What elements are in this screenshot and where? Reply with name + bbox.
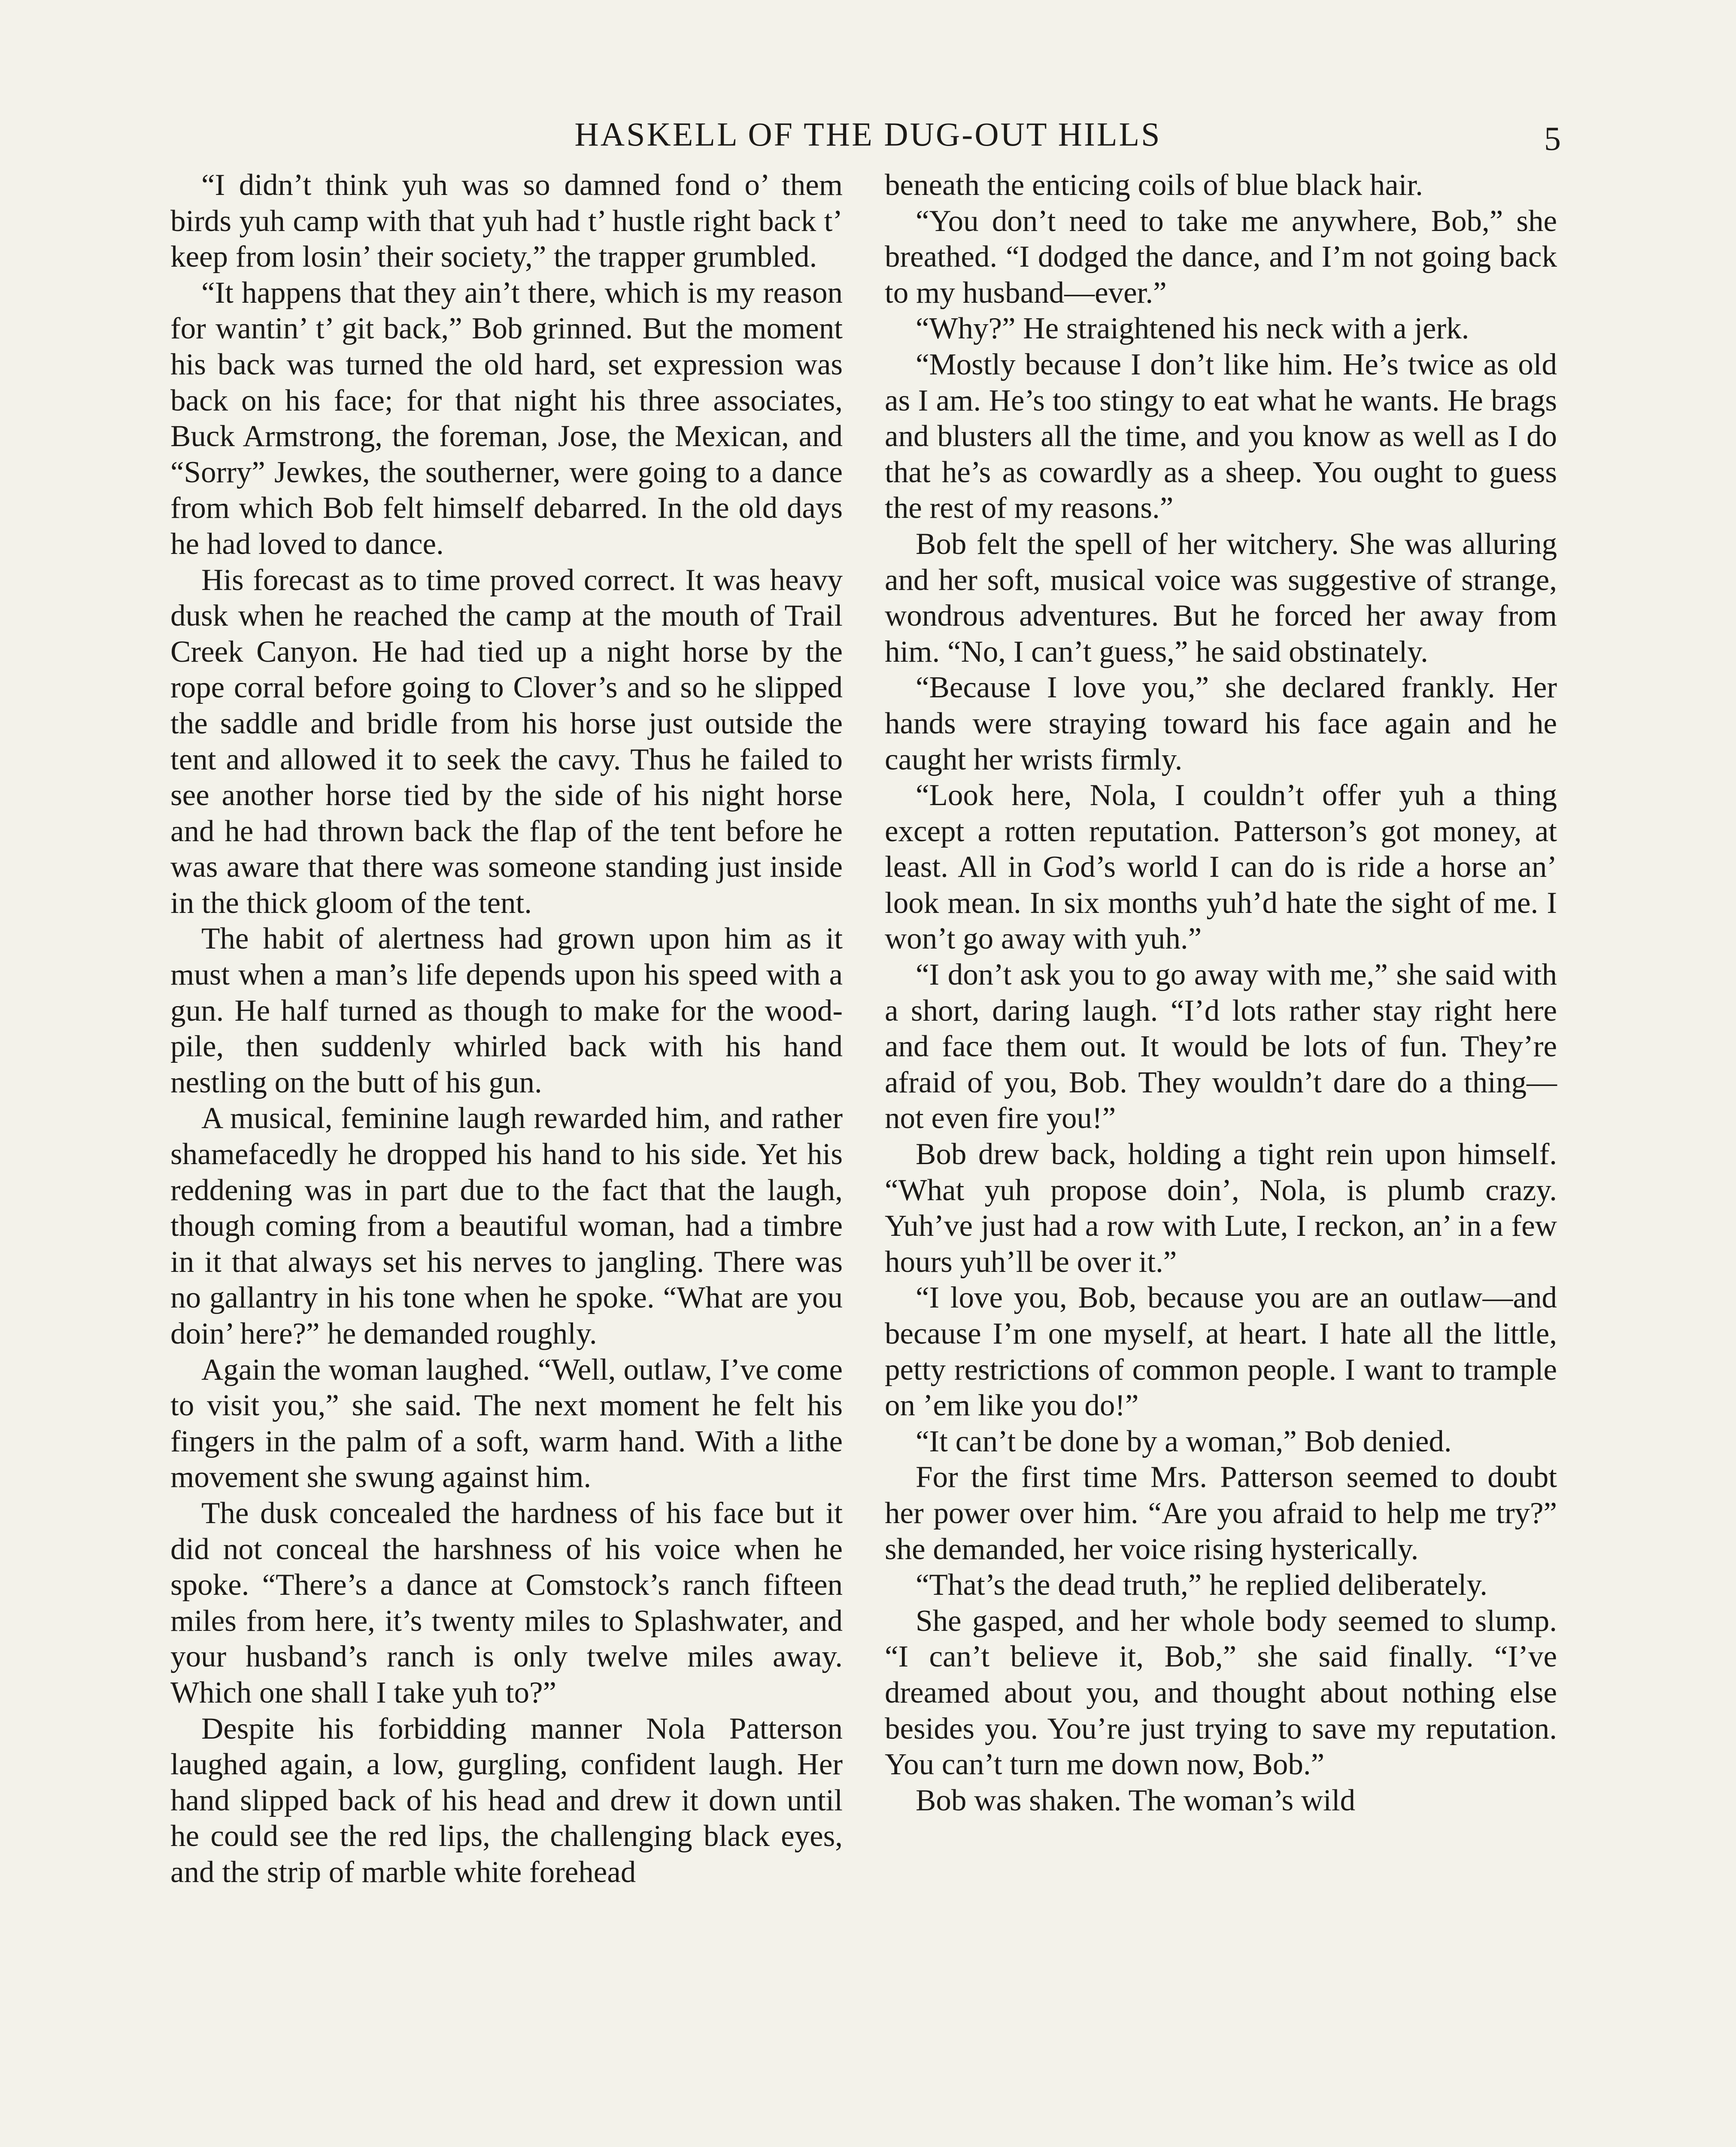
paragraph: “It happens that they ain’t there, which is my reason for wantin’ t’ git back,” Bob grinned. But the moment his back was turned the old hard, set expression was back on his face; for that night his three associates, Buck Armstrong, the foreman, Jose, the Mexican, and “Sorry” Jewkes, the southerner, were going to a dance from which Bob felt himself debarred. In the old days he had loved to dance. [170,276,843,561]
paragraph: “Look here, Nola, I couldn’t offer yuh a thing except a rotten reputation. Patterson’s got money, at least. All in God’s world I can do is ride a horse an’ look mean. In six months yuh’d hate the sight of me. I won’t go away with yuh.” [885,779,1557,956]
paragraph: Bob felt the spell of her witchery. She was alluring and her soft, musical voice was suggestive of strange, wondrous adventures. But he forced her away from him. “No, I can’t guess,” he said obstinately. [885,527,1557,669]
paragraph: “Why?” He straightened his neck with a jerk. [916,312,1469,346]
right-column [885,167,1557,1819]
paragraph: The dusk concealed the hardness of his face but it did not conceal the harshness of his voice when he spoke. “There’s a dance at Comstock’s ranch fifteen miles from here, it’s twenty miles to Splashwater, and your husband’s ranch is only twelve miles away. Which one shall I take yuh to?” [170,1496,843,1709]
paragraph: “That’s the dead truth,” he replied deliberately. [916,1568,1487,1602]
paragraph-continuation: beneath the enticing coils of blue black hair. [885,168,1423,202]
left-column [170,167,843,1891]
paragraph: “You don’t need to take me anywhere, Bob,” she breathed. “I dodged the dance, and I’m not going back to my husband—ever.” [885,204,1557,310]
paragraph: “It can’t be done by a woman,” Bob denied. [916,1424,1452,1458]
paragraph: For the first time Mrs. Patterson seemed to doubt her power over him. “Are you afraid to help me try?” she demanded, her voice rising hysterically. [885,1460,1557,1566]
paragraph: “I didn’t think yuh was so damned fond o’ them birds yuh camp with that yuh had t’ hustle right back t’ keep from losin’ their society,” the trapper grumbled. [170,168,843,274]
running-title: HASKELL OF THE DUG-OUT HILLS [574,116,1162,153]
paragraph: “Mostly because I don’t like him. He’s twice as old as I am. He’s too stingy to eat what he wants. He brags and blusters all the time, and you know as well as I do that he’s as cowardly as a sheep. You ought to guess the rest of my reasons.” [885,347,1557,525]
paragraph: His forecast as to time proved correct. It was heavy dusk when he reached the camp at the mouth of Trail Creek Canyon. He had tied up a night horse by the rope corral before going to Clover’s and so he slipped the saddle and bridle from his horse just outside the tent and allowed it to seek the cavy. Thus he failed to see another horse tied by the side of his night horse and he had thrown back the flap of the tent before he was aware that there was someone standing just inside in the thick gloom of the tent. [170,563,843,920]
paragraph: “Because I love you,” she declared frankly. Her hands were straying toward his face again and he caught her wrists firmly. [885,671,1557,776]
page-number: 5 [1544,120,1561,157]
paragraph: Bob was shaken. The woman’s wild [916,1783,1356,1817]
paragraph: “I love you, Bob, because you are an outlaw—and because I’m one myself, at heart. I hate all the little, petty restrictions of common people. I want to trample on ’em like you do!” [885,1281,1557,1423]
paragraph: She gasped, and her whole body seemed to slump. “I can’t believe it, Bob,” she said finally. “I’ve dreamed about you, and thought about nothing else besides you. You’re just trying to save my reputation. You can’t turn me down now, Bob.” [885,1604,1557,1782]
paragraph: Again the woman laughed. “Well, outlaw, I’ve come to visit you,” she said. The next moment he felt his fingers in the palm of a soft, warm hand. With a lithe movement she swung against him. [170,1353,843,1494]
paragraph: The habit of alertness had grown upon him as it must when a man’s life depends upon his speed with a gun. He half turned as though to make for the wood-pile, then suddenly whirled back with his hand nestling on the butt of his gun. [170,922,843,1099]
paragraph: A musical, feminine laugh rewarded him, and rather shamefacedly he dropped his hand to his side. Yet his reddening was in part due to the fact that the laugh, though coming from a beautiful woman, had a timbre in it that always set his nerves to jangling. There was no gallantry in his tone when he spoke. “What are you doin’ here?” he demanded roughly. [170,1101,843,1350]
paragraph: Bob drew back, holding a tight rein upon himself. “What yuh propose doin’, Nola, is plumb crazy. Yuh’ve just had a row with Lute, I reckon, an’ in a few hours yuh’ll be over it.” [885,1137,1557,1279]
paragraph: “I don’t ask you to go away with me,” she said with a short, daring laugh. “I’d lots rather stay right here and face them out. It would be lots of fun. They’re afraid of you, Bob. They wouldn’t dare do a thing—not even fire you!” [885,958,1557,1135]
paragraph: Despite his forbidding manner Nola Patterson laughed again, a low, gurgling, confident laugh. Her hand slipped back of his head and drew it down until he could see the red lips, the challenging black eyes, and the strip of marble white forehead [170,1712,843,1889]
